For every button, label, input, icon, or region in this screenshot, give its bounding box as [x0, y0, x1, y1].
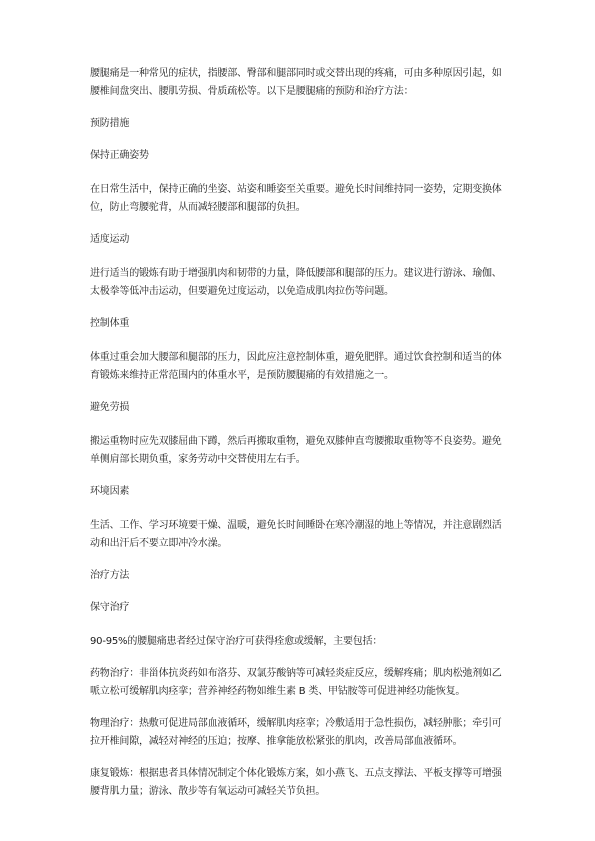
subheading-posture: 保持正确姿势: [90, 150, 149, 161]
subheading-weight: 控制体重: [90, 318, 130, 329]
physical-therapy-paragraph: 物理治疗：热敷可促进局部血液循环，缓解肌肉痉挛；冷敷适用于急性损伤，减轻肿胀；牵引可拉开椎间隙，减轻对神经的压迫；按摩、推拿能放松紧张的肌肉，改善局部血液循环。: [90, 718, 502, 747]
section-heading-treatment: 治疗方法: [90, 570, 130, 581]
subheading-strain: 避免劳损: [90, 402, 130, 413]
environment-paragraph: 生活、工作、学习环境要干燥、温暖，避免长时间睡卧在寒冷潮湿的地上等情况，并注意剧烈活动和出汗后不要立即冲冷水澡。: [90, 520, 502, 549]
subheading-exercise: 适度运动: [90, 234, 130, 245]
section-heading-prevention: 预防措施: [90, 118, 130, 129]
posture-paragraph: 在日常生活中，保持正确的坐姿、站姿和睡姿至关重要。避免长时间维持同一姿势，定期变换体位，防止弯腰驼背，从而减轻腰部和腿部的负担。: [90, 184, 502, 213]
subheading-conservative: 保守治疗: [90, 602, 130, 613]
subheading-environment: 环境因素: [90, 486, 130, 497]
exercise-paragraph: 进行适当的锻炼有助于增强肌肉和韧带的力量，降低腰部和腿部的压力。建议进行游泳、瑜伽、太极拳等低冲击运动，但要避免过度运动，以免造成肌肉拉伤等问题。: [90, 268, 502, 297]
rehab-exercise-paragraph: 康复锻炼：根据患者具体情况制定个体化锻炼方案，如小燕飞、五点支撑法、平板支撑等可增强腰背肌力量；游泳、散步等有氧运动可减轻关节负担。: [90, 768, 502, 797]
drug-treatment-paragraph: 药物治疗：非甾体抗炎药如布洛芬、双氯芬酸钠等可减轻炎症反应，缓解疼痛；肌肉松弛剂如乙哌立松可缓解肌肉痉挛；营养神经药物如维生素 B 类、甲钴胺等可促进神经功能恢复。: [90, 668, 502, 697]
strain-paragraph: 搬运重物时应先双膝屈曲下蹲，然后再搬取重物，避免双膝伸直弯腰搬取重物等不良姿势。避免单侧肩部长期负重，家务劳动中交替使用左右手。: [90, 436, 502, 465]
intro-paragraph: 腰腿痛是一种常见的症状，指腰部、臀部和腿部同时或交替出现的疼痛，可由多种原因引起，如腰椎间盘突出、腰肌劳损、骨质疏松等。以下是腰腿痛的预防和治疗方法：: [90, 68, 502, 97]
weight-paragraph: 体重过重会加大腰部和腿部的压力，因此应注意控制体重，避免肥胖。通过饮食控制和适当的体育锻炼来维持正常范围内的体重水平，是预防腰腿痛的有效措施之一。: [90, 352, 502, 381]
conservative-paragraph: 90-95%的腰腿痛患者经过保守治疗可获得痊愈或缓解，主要包括：: [90, 636, 383, 647]
document-body: [90, 65, 510, 801]
